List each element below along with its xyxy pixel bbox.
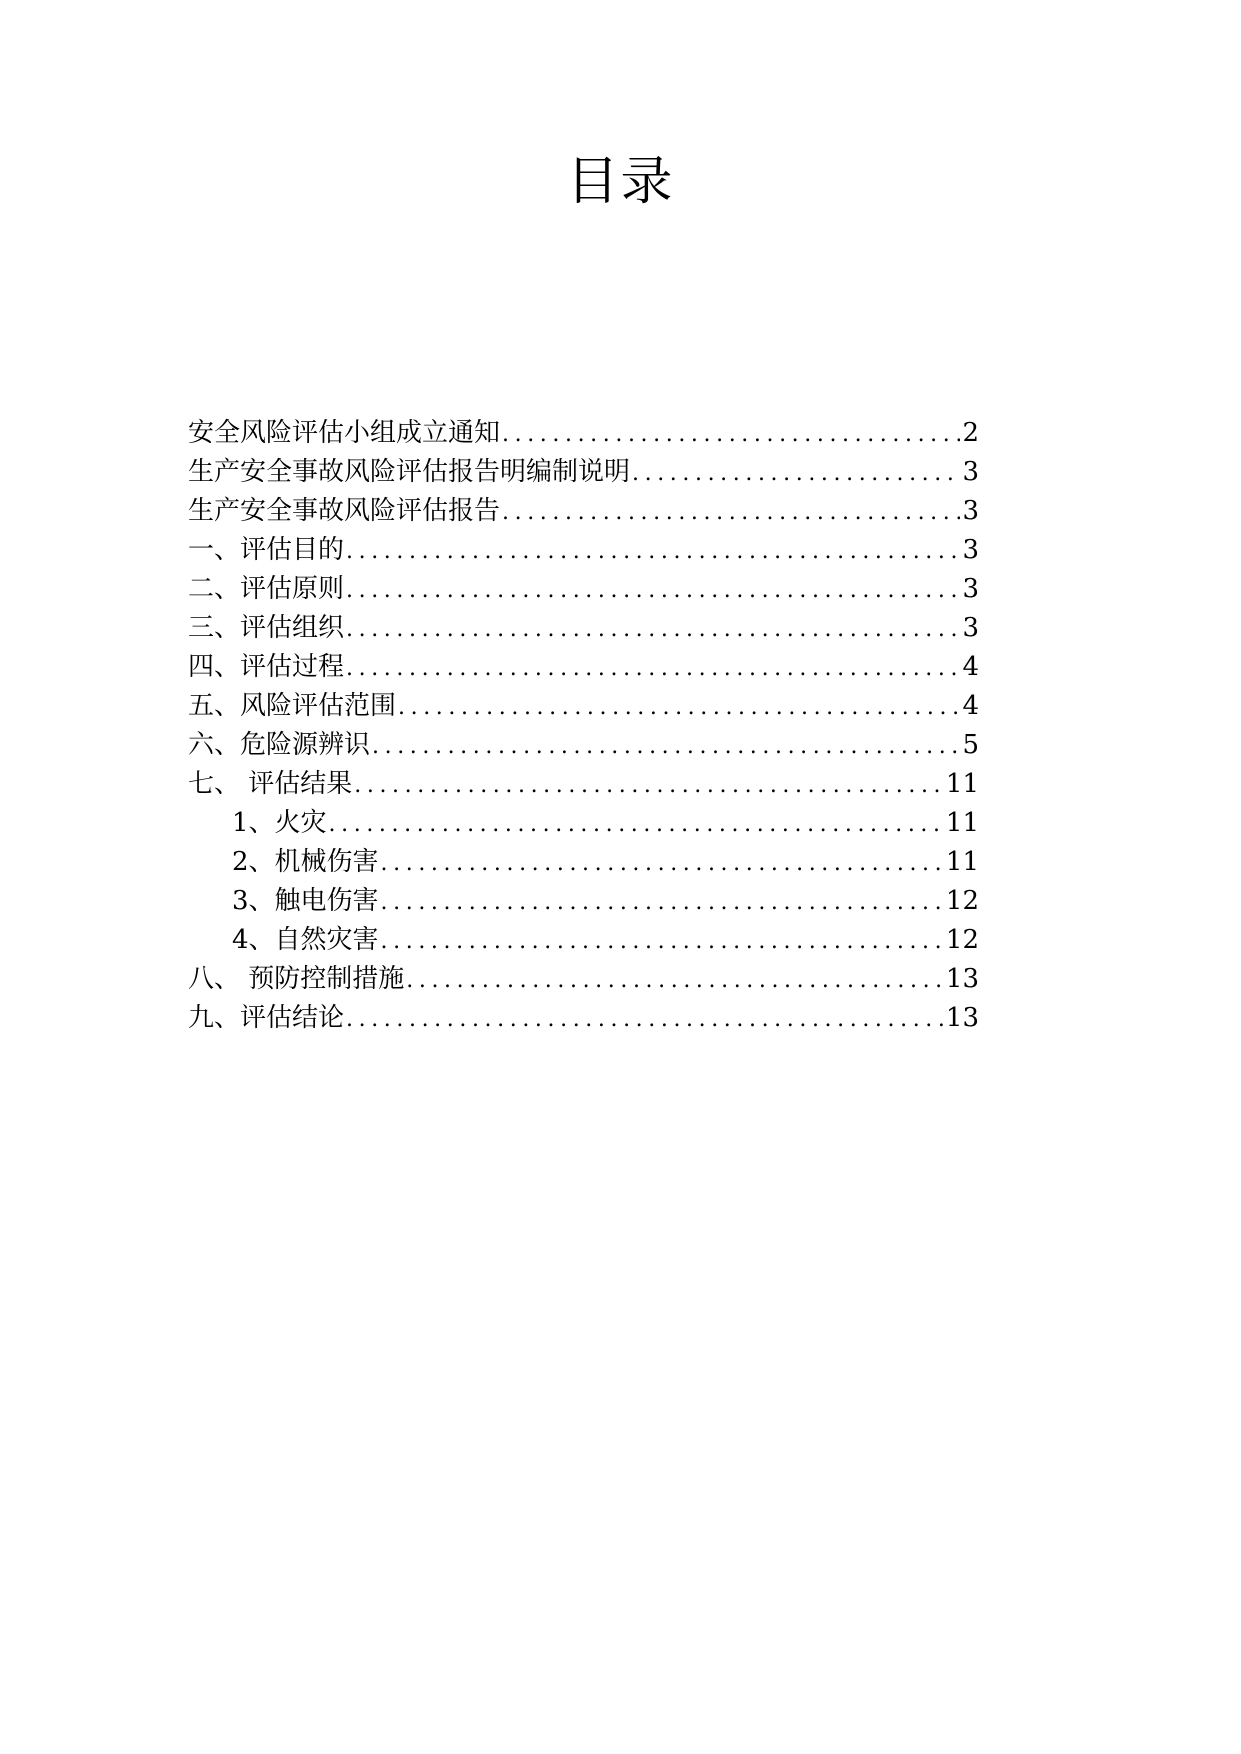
toc-subentry[interactable] <box>188 921 979 960</box>
toc-entry-page-number: 13 <box>945 1003 979 1033</box>
toc-entry-label: 三、评估组织 <box>188 613 345 643</box>
toc-entry-label: 1、火灾 <box>232 808 327 838</box>
toc-entry-page-number: 12 <box>945 925 979 955</box>
toc-dot-leader <box>398 688 960 727</box>
toc-entry-page-number: 3 <box>962 457 979 487</box>
toc-dot-leader <box>354 766 944 805</box>
toc-entry-page-number: 11 <box>945 769 979 799</box>
toc-dot-leader <box>381 922 944 961</box>
toc-entry-page-number: 3 <box>962 535 979 565</box>
table-of-contents <box>188 414 979 1038</box>
toc-entry-label: 3、触电伤害 <box>232 886 379 916</box>
toc-dot-leader <box>346 610 960 649</box>
toc-entry-page-number: 11 <box>945 847 979 877</box>
toc-dot-leader <box>372 727 960 766</box>
toc-entry[interactable] <box>188 765 979 804</box>
toc-dot-leader <box>502 415 960 454</box>
toc-entry-label: 二、评估原则 <box>188 574 345 604</box>
toc-entry[interactable] <box>188 609 979 648</box>
toc-subentry[interactable] <box>188 804 979 843</box>
toc-dot-leader <box>406 961 944 1000</box>
toc-entry-label: 五、风险评估范围 <box>188 691 397 721</box>
toc-entry-page-number: 2 <box>962 418 979 448</box>
toc-entry-label: 八、 预防控制措施 <box>188 964 405 994</box>
toc-entry-page-number: 5 <box>962 730 979 760</box>
toc-entry[interactable] <box>188 999 979 1038</box>
toc-entry[interactable] <box>188 726 979 765</box>
toc-dot-leader <box>346 532 960 571</box>
toc-entry-page-number: 3 <box>962 496 979 526</box>
toc-entry-label: 一、评估目的 <box>188 535 345 565</box>
toc-entry-page-number: 4 <box>962 652 979 682</box>
toc-entry[interactable] <box>188 570 979 609</box>
toc-subentry[interactable] <box>188 882 979 921</box>
toc-entry-label: 2、机械伤害 <box>232 847 379 877</box>
toc-entry[interactable] <box>188 687 979 726</box>
toc-entry-page-number: 11 <box>945 808 979 838</box>
toc-entry-label: 七、 评估结果 <box>188 769 353 799</box>
toc-entry[interactable] <box>188 531 979 570</box>
toc-entry-label: 安全风险评估小组成立通知 <box>188 418 501 448</box>
toc-dot-leader <box>502 493 960 532</box>
toc-entry-page-number: 3 <box>962 574 979 604</box>
toc-entry-page-number: 12 <box>945 886 979 916</box>
toc-entry-page-number: 4 <box>962 691 979 721</box>
toc-entry[interactable] <box>188 414 979 453</box>
toc-entry[interactable] <box>188 648 979 687</box>
toc-dot-leader <box>346 571 960 610</box>
page-title: 目录 <box>566 152 675 212</box>
toc-entry-label: 六、危险源辨识 <box>188 730 371 760</box>
toc-entry[interactable] <box>188 960 979 999</box>
toc-entry-page-number: 3 <box>962 613 979 643</box>
toc-dot-leader <box>632 454 960 493</box>
toc-dot-leader <box>381 883 944 922</box>
toc-subentry[interactable] <box>188 843 979 882</box>
toc-dot-leader <box>346 1000 944 1039</box>
toc-dot-leader <box>329 805 944 844</box>
toc-entry-label: 四、评估过程 <box>188 652 345 682</box>
toc-dot-leader <box>381 844 944 883</box>
toc-entry[interactable] <box>188 492 979 531</box>
toc-entry-label: 4、自然灾害 <box>232 925 379 955</box>
toc-entry-label: 九、评估结论 <box>188 1003 345 1033</box>
toc-dot-leader <box>346 649 960 688</box>
toc-entry-label: 生产安全事故风险评估报告明编制说明 <box>188 457 631 487</box>
toc-entry[interactable] <box>188 453 979 492</box>
toc-entry-page-number: 13 <box>945 964 979 994</box>
toc-entry-label: 生产安全事故风险评估报告 <box>188 496 501 526</box>
